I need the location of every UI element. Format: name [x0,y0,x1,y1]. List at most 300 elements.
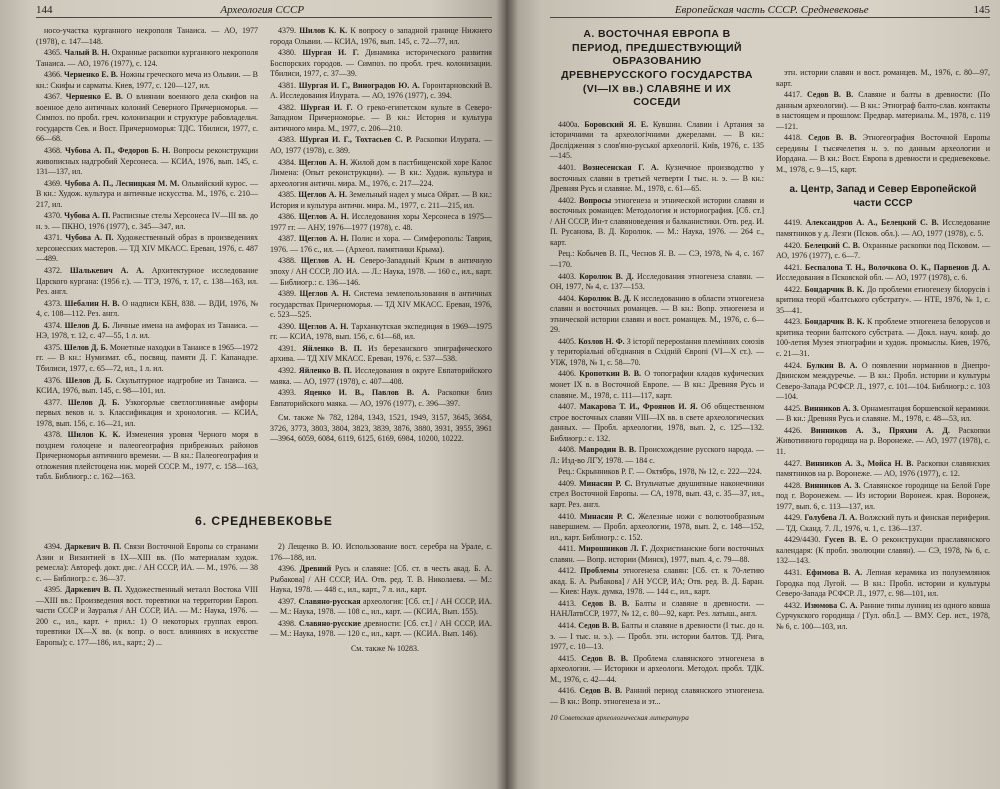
bibliography-entry [550,599,764,620]
entry-author: Мавродин В. В. [578,445,637,455]
entry-text: Связи Восточной Европы со странами Азии и Византией в IX—XIII вв. (По материалам худож. ремесла): Автореф. докт. дис. / АН СССР, ИА. — М., 1976. — 38 с. — Библиогр.: с. 36—37. [36,541,258,583]
bibliography-entry [776,263,990,284]
entry-number: 4385. [278,190,296,200]
left-column-2 [270,26,492,484]
entry-number: 4386. [278,212,296,222]
entry-number: 4383. [278,135,296,145]
entry-number: 4416. [558,686,576,696]
entry-number: 4366. [44,70,62,80]
entry-text: Монетные находки в Танаисе в 1965—1972 гг. — В кн.: Нумизмат. сб., посвящ. памяти Д. Г. Капанадзе. Тбилиси, 1977, с. 65—72, ил., 1 л. ил. [36,342,259,373]
entry-text: О топографии кладов куфических монет IX в. в Восточной Европе. — В кн.: Древняя Русь и славяне. М., 1978, с. 111—117, карт. [550,369,764,400]
entry-text: этн. истории славян и вост. романцев. М., 1976, с. 80—97, карт. [776,68,990,88]
entry-number: 4367. [44,92,62,102]
entry-author: Шалькевич А. А. [69,266,144,276]
entry-author: Славяно-русская [298,596,361,606]
entry-author: Древний [299,564,332,574]
entry-author: Яценко И. В., Павлов В. А. [303,388,430,398]
bibliography-entry [270,344,492,365]
bibliography-entry [776,68,990,89]
entry-text: О греко-египетском культе в Северо-Западном Причерноморье. — В кн.: История и культура античного мира. М., 1977, с. 206—210. [270,102,493,133]
entry-number: 4394. [44,541,62,551]
entry-number: 4387. [278,234,296,244]
bibliography-entry [776,361,990,403]
bibliography-entry [550,294,764,336]
entry-author: Макарова Т. И., Фроянов И. Я. [579,402,698,412]
entry-author: Щеглов А. Н. [298,190,347,200]
entry-number: 4423. [784,317,802,327]
entry-text: Земельный надел у мыса Ойрат. — В кн.: История и культура античн. мира. М., 1977, с. 211—215, ил. [270,190,493,210]
left-column-2-entries [270,26,492,409]
entry-text: О появлении норманнов в Днепро-Двинском междуречье. — В кн.: Пробл. истории и культуры Северо-Запада РСФСР. Л., 1977, с. 101—104. Библиогр.: с. 103—104. [776,360,991,402]
entry-author: Даркевич В. П. [65,585,123,595]
bibliography-entry [776,90,990,132]
entry-author: Шелов Д. Б. [64,320,110,330]
entry-author: Шилов К. К. [67,430,121,440]
right-columns [550,26,990,723]
entry-number: 4402. [558,195,576,205]
entry-text: Ранний период славянского этногенеза. — В кн.: Вопр. этногенеза и эт... [550,686,765,706]
entry-text: Рец.: Скрынников Р. Г. — Октябрь, 1978, № 12, с. 222—224. [558,467,762,477]
bibliography-entry [270,366,492,387]
entry-text: 2) Лещенко В. Ю. Использование вост. серебра на Урале, с. 176—188, ил. [270,541,492,562]
entry-text: Проблема славянского этногенеза в археологии. — Историки и археологи. Методол. пробл. ТДК. М., 1976, с. 42—44. [550,653,765,684]
bibliography-entry [550,544,764,565]
entry-text: Исследования хоры Херсонеса в 1975—1977 гг. — АНУ, 1976—1977 (1978), с. 48. [270,212,493,232]
entry-author: Шургая И. Г., Тохтасьев С. Р. [299,135,413,145]
bibliography-entry [270,234,492,255]
bibliography-entry [550,369,764,401]
entry-author: Чубова А. П., Лесницкая М. М. [64,178,180,188]
entry-author: Чубова А. П. [64,211,111,221]
entry-number: 4420. [784,240,802,250]
bibliography-entry [36,398,258,430]
entry-number: 4368. [44,146,62,156]
entry-number: 4418. [784,133,802,143]
entry-text: Раскопки славянских памятников на р. Воронеже. — АО, 1976 (1977), с. 12. [776,458,991,479]
bibliography-entry [550,196,764,249]
entry-author: Королюк В. Д. [578,293,631,303]
entry-text: Архитектурное исследование Царского кургана: (1956 г.). — ТГЭ, 1976, т. 17, с. 138—163, ил. Рез. англ. [36,266,259,297]
entry-author: Даркевич В. П. [64,541,122,551]
entry-text: Из березанского эпиграфического архива. — ТД XIV МКАСС. Ереван, 1976, с. 537—538. [270,343,492,364]
entry-number: 4426. [784,425,802,435]
entry-text: Динамика исторического развития Боспорских городов. — Симпоз. по пробл. греч. колонизации. Тбилиси, 1977, с. 37—39. [270,48,492,79]
page-footer-signature: 10 Советская археологическая литература [550,713,689,723]
entry-author: Александров А. А., Белецкий С. В. [805,218,939,228]
entry-number: 4428. [784,480,802,490]
entry-text: археология: [Сб. ст.] / АН СССР, ИА. — М.: Наука, 1978. — 108 с., ил., карт. — (КСИА, Вып. 155). [270,596,493,617]
bibliography-entry [776,568,990,600]
entry-author: Винников А. З. [804,480,861,490]
bibliography-entry [270,564,492,596]
entry-text: Расписные стелы Херсонеса IV—III вв. до н. э. — ПКНО, 1976 (1977), с. 345—347, ил. [36,211,259,231]
bibliography-entry [270,289,492,321]
entry-author: Бондарчик В. К. [804,317,865,327]
bibliography-entry [550,566,764,598]
entry-number: 4396. [278,564,296,574]
entry-number: 4395. [44,585,62,595]
left-column-3 [36,542,258,654]
entry-text: Северо-Западный Крым в античную эпоху / АН СССР, ЛО ИА. — Л.: Наука, 1978. — 160 с., ил., карт. — Библиогр.: с. 136—146. [270,256,493,287]
bibliography-entry [550,479,764,511]
bibliography-entry [776,426,990,458]
right-column-1 [550,26,764,723]
bibliography-entry [550,445,764,466]
bibliography-entry [270,542,492,563]
entry-number: 4406. [558,369,576,379]
bibliography-entry [36,48,258,69]
entry-number: 4375. [44,342,62,352]
entry-number: 4417. [784,90,802,100]
entry-author: Шелов Д. Б. [64,342,108,352]
subsection-heading-center-west-north: а. Центр, Запад и Север Европейской части СССР [789,184,977,209]
bibliography-entry [270,48,492,80]
entry-author: Винников А. З., Мойса Н. В. [805,458,914,468]
right-running-title: Европейская часть СССР. Средневековье [674,4,869,16]
entry-text: Исследования этногенеза славян. — ОН, 1977, № 4, с. 137—153. [550,271,765,292]
entry-author: Вопросы [579,195,612,205]
bibliography-entry [776,241,990,262]
bibliography-entry [776,285,990,317]
entry-number: 4392. [278,365,296,375]
entry-author: Голубева Л. А. [804,513,858,523]
entry-number: 4374. [44,320,62,330]
entry-author: Минасян Р. С. [579,511,635,521]
see-also-note-2: См. также № 10283. [350,643,420,653]
right-column-1-entries [550,120,764,708]
entry-number: 4415. [558,653,576,663]
bibliography-entry [270,103,492,135]
entry-text: Волжский путь и финская периферия. — ТД. Сканд. 7. Л., 1976, ч. 1, с. 136—137. [776,513,991,533]
entry-text: Втульчатые двушипные наконечники стрел Восточной Европы. — СА, 1978, вып. 43, с. 35—37, ил., карт. Рез. англ. [550,478,765,509]
bibliography-entry [270,322,492,343]
entry-text: К проблеме этногенеза белорусов и критика теории балтского субстрата. — Докл. науч. конф. до 100-летия Музея этнографии и худож. промыслы. Киев, 1976, с. 21—31. [776,317,991,359]
entry-number: 4429. [784,513,802,523]
entry-author: Щеглов А. Н. [298,212,349,222]
right-page-number: 145 [973,4,990,16]
entry-number: 4407. [558,402,576,412]
entry-number: 4380. [278,48,296,58]
entry-author: Шелов Д. Б. [67,397,120,407]
entry-text: Ольвийский курос. — В кн.: Худож. культура и античные искусства. М., 1976, с. 210—217, ил. [36,178,258,209]
entry-text: Раскопки Илурата. — АО, 1977 (1978), с. 389. [270,135,493,156]
entry-text: Личные имена на амфорах из Танаиса. — НЭ, 1978, т. 12, с. 47—55, 1 л. ил. [36,320,258,341]
bibliography-entry [36,585,258,648]
entry-number: 4414. [558,621,576,630]
entry-author: Седов В. В. [579,686,623,696]
left-column-4 [270,542,492,654]
entry-text: Тарханкутская экспедиция в 1969—1975 гг. — КСИА, 1978, вып. 156, с. 61—68, ил. [270,321,493,342]
entry-number: 4404. [558,293,576,303]
entry-text: Скульптурное надгробие из Танаиса. — КСИА, 1976, вып. 145, с. 98—101, ил. [36,375,259,396]
entry-text: Раскопки близ Евпаторийского маяка. — АО, 1976 (1977), с. 396—397. [270,388,493,408]
right-column-2-entries [776,68,990,175]
bibliography-entry [36,146,258,178]
bibliography-entry [550,249,764,270]
entry-author: Винников А. З. [804,403,859,413]
entry-author: Чалый В. Н. [64,48,110,58]
entry-author: Щеглов А. Н. [298,234,349,244]
entry-text: Полис и хора. — Симферополь: Таврия, 1976. — 176 с., ил. — (Археол. памятники Крыма). [270,234,493,254]
bibliography-entry [36,430,258,483]
left-column-4-entries [270,542,492,640]
entry-text: Охранные раскопки под Псковом. — АО, 1976 (1977), с. 6—7. [776,240,991,261]
entry-text: Балты и славяне в древности (I тыс. до н. э. — I тыс. н. э.). — Пробл. этн. истории балтов. ТД. Рига, 1977, с. 10—13. [550,621,765,652]
entry-text: Узкогорлые светлоглиняные амфоры первых веков н. э. Классификация и хронология. — КСИА, 1978, вып. 156, с. 16—21, ил. [36,397,258,428]
entry-author: Щеглов А. Н. [299,289,351,299]
entry-number: 4429/4430. [784,535,821,545]
entry-text: Происхождение русского народа. — Л.: Изд-во ЛГУ, 1978. — 184 с. [550,445,764,465]
bibliography-entry [270,190,492,211]
bibliography-entry [36,26,258,47]
entry-number: 4422. [784,284,802,294]
entry-text: Художественный образ в произведениях херсонесских мастеров. — ТД XIV МКАСС. Ереван, 1976, с. 487—489. [36,233,259,264]
entry-text: Горонтарновский В. А. Исследования Илурата. — АО, 1976 (1977), с. 394. [270,80,493,101]
bibliography-entry [550,120,764,162]
entry-number: 4403. [558,271,576,281]
entry-text: Дохристианские боги восточных славян. — Вопр. истории (Минск), 1977, вып. 4, с. 79—88. [550,544,765,564]
bibliography-entry [36,233,258,265]
bibliography-entry [270,135,492,156]
bibliography-entry [36,179,258,211]
entry-number: 4370. [44,211,62,221]
bibliography-entry [36,321,258,342]
entry-number: 4412. [558,566,576,576]
entry-text: Жилой дом в пастбищенской хоре Калос Лимена: (Опыт реконструкции). — В кн.: Худож. культура и археология античн. мира. М., 1976, с. 217—224. [270,157,493,188]
entry-number: 4389. [278,289,296,299]
entry-number: 4431. [784,567,802,577]
entry-author: Булкин В. А. [806,360,858,370]
entry-author: Беспалова Т. Н., Волочкова О. К., Парвенов Д. А. [804,262,991,272]
bibliography-entry [36,266,258,298]
entry-number: 4378. [44,430,62,440]
entry-author: Седов В. В. [581,598,630,608]
right-column-2 [776,26,990,723]
right-page [506,0,1000,789]
entry-author: Минасян Р. С. [579,478,633,488]
entry-author: Чубова А. П. [65,233,114,243]
bibliography-entry [776,218,990,239]
entry-author: Шилов К. К. [299,26,348,35]
entry-number: 4393. [278,388,296,398]
section-heading-eastern-europe: А. ВОСТОЧНАЯ ЕВРОПА В ПЕРИОД, ПРЕДШЕСТВУЮЩИЙ ОБРАЗОВАНИЮ ДРЕВНЕРУССКОГО ГОСУДАРСТВА (VI—IX вв.) СЛАВЯНЕ И ИХ СОСЕДИ [561,28,753,109]
entry-number: 4425. [784,403,802,413]
see-also-note: См. также № 782, 1284, 1343, 1521, 1949, 3157, 3645, 3684, 3726, 3773, 3803, 3804, 3823, 3839, 3876, 3880, 3931, 3955, 3961—3964, 6059, 6084, 6119, 6125, 6169, 6984, 10200, 10222. [270,413,492,444]
entry-author: Боровский Я. Е. [584,119,649,129]
bibliography-entry [550,621,764,653]
entry-text: Изменения уровня Черного моря в позднем голоцене и палеогеография прибрежных районов Причерноморья античного времени. — В кн.: Палеогеография и отложения плейстоцена юж. морей СССР. М., 1977, с. 158—163, табл. Библиогр.: с. 162—163. [36,430,258,482]
entry-text: З історії перерostaння племінних союзів у територіальні об'єднання в Східній Європі (VI—X ст.). — УІЖ, 1978, № 1, с. 58—70. [550,336,765,367]
entry-number: 4419. [784,218,802,228]
entry-number: 4421. [784,262,802,272]
bibliography-entry [550,654,764,686]
bibliography-entry [550,337,764,369]
bibliography-entry [776,601,990,633]
bibliography-entry [36,211,258,232]
left-page-number: 144 [36,4,53,16]
entry-text: Исследование памятников у д. Лезги (Псков. обл.). — АО, 1977 (1978), с. 5. [776,218,991,239]
entry-number: 4373. [44,298,62,308]
entry-number: 4382. [278,102,296,112]
entry-text: О реконструкции праславянского календаря: (К пробл. эволюции славян). — СЭ, 1978, № 6, с. 132—143. [776,535,990,566]
entry-number: 4411. [558,544,576,554]
right-column-2b-entries [776,218,990,632]
entry-number: 4391. [278,343,296,353]
entry-author: Шелов Д. Б. [65,375,113,385]
entry-author: Шургая И. Г. [300,102,353,112]
entry-number: 4427. [784,458,802,468]
entry-number: 4400а. [558,119,580,129]
entry-author: Чубова А. П., Федоров Б. Н. [65,146,171,156]
entry-number: 4410. [558,511,576,521]
entry-author: Мирошников Л. Г. [578,544,648,554]
entry-text: Исследования в округе Евпаторийского маяка. — АО, 1977 (1978), с. 407—408. [270,365,493,386]
left-bottom-columns [36,542,492,654]
bibliography-entry [270,158,492,190]
entry-text: Художественный металл Востока VIII—XIII вв.: Произведения вост. торевтики на территории Европ. части СССР и Зауралья / АН СССР, ИА. — М.: Наука, 1976. — 200 с., ил., карт. + прил.: 1) О некоторых группах европ. торевтики IX—X вв. (к вопр. о вост. влияниях в искусстве Европы); с. 177—186, ил., карт.; 2) ... [36,585,258,647]
left-running-head [36,4,492,18]
entry-number: 4371. [44,233,62,243]
entry-text: Этногеография Восточной Европы середины I тысячелетия н. э. по данным археологии и Иордана. — В кн.: Вост. Европа в древности и средневековье. М., 1978, с. 9—15, карт. [776,133,991,174]
entry-author: Бондарчик В. К. [804,284,865,294]
entry-author: Седов В. В. [578,621,619,630]
entry-author: Кропоткин В. В. [579,369,642,379]
entry-number: 4388. [278,256,296,266]
right-running-head [550,4,990,18]
bibliography-entry [270,212,492,233]
entry-text: О надписи КБН, 838. — ВДИ, 1976, № 4, с. 108—112. Рез. англ. [36,298,259,319]
bibliography-entry [270,388,492,409]
entry-text: Исследования в Псковской обл. — АО, 1977 (1978), с. 6. [776,273,968,283]
entry-number: 4376. [44,375,62,385]
left-top-columns [36,26,492,484]
bibliography-entry [776,481,990,513]
bibliography-entry [550,163,764,195]
entry-number: 4384. [278,157,296,167]
left-column-1 [36,26,258,484]
entry-author: Щеглов А. Н. [300,256,355,266]
entry-author: Ефимова В. А. [806,567,863,577]
entry-author: Черненко Е. В. [64,70,118,80]
entry-text: Балты и славяне в древности. — НАНЛатвССР, 1977, № 12, с. 80—92, карт. Рез. латыш., англ. [550,598,765,619]
entry-number: 4398. [278,618,296,628]
entry-number: 4381. [278,80,296,90]
entry-author: Черненко Е. В. [65,92,123,102]
bibliography-entry [550,467,764,478]
entry-author: Яйленко В. П. [298,365,352,375]
entry-text: Ранние типы лунниц из одного ковша Сурчукского городища / [Тул. обл.]. — ВМУ. Сер. ист., 1978, № 6, с. 100—103, ил. [776,600,991,631]
bibliography-entry [776,133,990,175]
entry-text: О влиянии военного дела скифов на военное дело античных колоний Северного Причерноморья. — Симпоз. по пробл. греч. колонизации и структуре рабовладельч. государств Сев. и Вост. Причерноморья: ТДС. Тбилиси, 1977, с. 66—68. [36,92,259,144]
entry-author: Щеглов А. Н. [298,321,349,331]
entry-text: этногенеза славян: [Сб. ст. к 70-летию акад. Б. А. Рыбакова] / АН УССР, ИА; Отв. ред. В. Д. Баран. — Киев: Наук. думка, 1978. — 144 с., ил., карт. [550,566,765,597]
bibliography-entry [270,256,492,288]
bibliography-entry [776,513,990,534]
entry-text: Орнаментация боршевской керамики. — В кн.: Древняя Русь и славяне. М., 1978, с. 48—53, ил. [776,403,991,424]
entry-text: К исследованию в области этногенеза славян и восточных романцев. — В кн.: Вопр. этногенеза и этнической истории славян и вост. романцев. М., 1976, с. 6—29. [550,293,764,335]
entry-text: До проблеми етногенезу білорусів і критика теорії «балтського субстрату». — НТЕ, 1976, № 1, с. 35—41. [776,284,990,315]
entry-text: Кузнечное производство у восточных славян в третьей четверти I тыс. н. э. — В кн.: Древняя Русь и славяне. М., 1978, с. 61—65. [550,163,765,194]
entry-author: Шургая И. Г., Виноградов Ю. А. [298,80,420,90]
entry-number: 4413. [558,598,576,608]
entry-author: Белецкий С. В. [804,240,860,250]
left-running-title: Археология СССР [220,4,305,16]
section-heading-medieval: 6. СРЕДНЕВЕКОВЬЕ [195,513,333,528]
entry-author: Шургая И. Г. [302,48,359,58]
entry-text: Охранные раскопки курганного некрополя Танаиса. — АО, 1976 (1977), с. 124. [36,48,259,68]
bibliography-entry [550,272,764,293]
entry-text: Система землепользования в античных государствах Причерноморья. — ТД XIV МКАСС. Ереван, 1976, с. 523—525. [270,289,492,320]
entry-text: Вопросы реконструкции живописных надгробий Херсонеса. — КСИА, 1976, вып. 145, с. 131—137, ил. [36,146,259,177]
entry-number: 4424. [784,360,802,370]
entry-author: Славяно-русские [298,618,361,628]
entry-number: 4369. [44,178,62,188]
entry-number: 4408. [558,445,576,455]
entry-author: Вознесенская Г. А. [582,163,659,173]
entry-text: Об общественном строе восточных славян VIII—IX вв. в свете археологических данных. — Пробл. археологии, 1978, вып. 2, с. 125—132. Библиогр.: с. 132. [550,402,765,443]
entry-author: Гусев В. Е. [824,535,868,545]
entry-author: Козлов Н. Ф. [578,336,625,346]
bibliography-entry [550,402,764,444]
entry-text: Русь и славяне: [Сб. ст. в честь акад. Б. А. Рыбакова] / АН СССР, ИА. Отв. ред. Т. В. Николаева. — М.: Наука, 1978. — 448 с., ил., карт., 7 л. ил., карт. [270,564,493,595]
entry-text: Славяне и балты в древности: (По данным археологии). — В кн.: Этнограф балто-слав. контакты в настоящем и прошлом: Предвар. материалы. М., 1978, с. 119—121. [776,90,990,131]
entry-author: Седов В. В. [581,653,628,663]
entry-author: Изюмова С. А. [804,600,858,610]
entry-number: 4372. [44,266,62,276]
entry-text: Раскопки Животинного городища на р. Воронеже. — АО, 1977 (1978), с. 11. [776,425,991,456]
bibliography-entry [36,542,258,584]
book-gutter-shadow [496,0,518,789]
entry-author: Шебалин Н. В. [64,298,120,308]
bibliography-entry [550,686,764,707]
entry-number: 4401. [558,163,576,173]
bibliography-entry [776,459,990,480]
entry-text: Рец.: Кобычев В. П., Чеснов Я. В. — СЭ, 1978, № 4, с. 167—170. [550,249,764,269]
bibliography-entry [270,26,492,47]
entry-text: носо-участка курганного некрополя Танаиса. — АО, 1977 (1978), с. 147—148. [36,26,258,46]
bibliography-entry [36,299,258,320]
entry-author: Седов В. В. [808,133,857,143]
entry-author: Королюк В. Д. [579,271,634,281]
entry-text: Кувшин. Славии і Артания за історичними та археологічними джерелами. — В кн.: Дослідження з слов'яно-руської археології. Київ, 1976, с. 135—145. [550,119,765,161]
entry-text: Железные ножи с волютообразным навершием. — Пробл. археологии, 1978, вып. 2, с. 148—152, ил., карт. Библиогр.: с. 152. [550,511,765,542]
bibliography-entry [776,404,990,425]
bibliography-entry [776,535,990,567]
entry-number: 4409. [558,478,576,488]
bibliography-entry [36,92,258,145]
entry-author: Щеглов А. Н. [298,157,348,167]
entry-text: К вопросу о западной границе Нижнего города Ольвии. — КСИА, 1976, вып. 145, с. 72—77, ил. [270,26,493,46]
bibliography-entry [550,512,764,544]
entry-number: 4405. [558,336,576,346]
bibliography-entry [36,343,258,375]
bibliography-entry [36,70,258,91]
entry-number: 4397. [278,596,296,606]
entry-author: Проблемы [580,566,619,576]
entry-number: 4379. [278,26,296,35]
entry-number: 4365. [44,48,62,58]
bibliography-entry [270,619,492,640]
entry-number: 4390. [278,321,296,331]
entry-number: 4377. [44,397,62,407]
entry-text: Лепная керамика из полуземлянок Городка под Лугой. — В кн.: Пробл. истории и культуры Северо-Запада РСФСР. Л., 1977, с. 98—101, ил. [776,567,990,599]
entry-number: 4432. [784,600,802,610]
entry-text: древности: [Сб. ст.] / АН СССР, ИА. — М.: Наука, 1978. — 120 с., ил., карт. — (КСИА. Вып. 146). [270,618,493,639]
bibliography-entry [270,81,492,102]
bibliography-entry [270,597,492,618]
entry-author: Яйленко В. П. [302,343,362,353]
bibliography-entry [776,317,990,359]
